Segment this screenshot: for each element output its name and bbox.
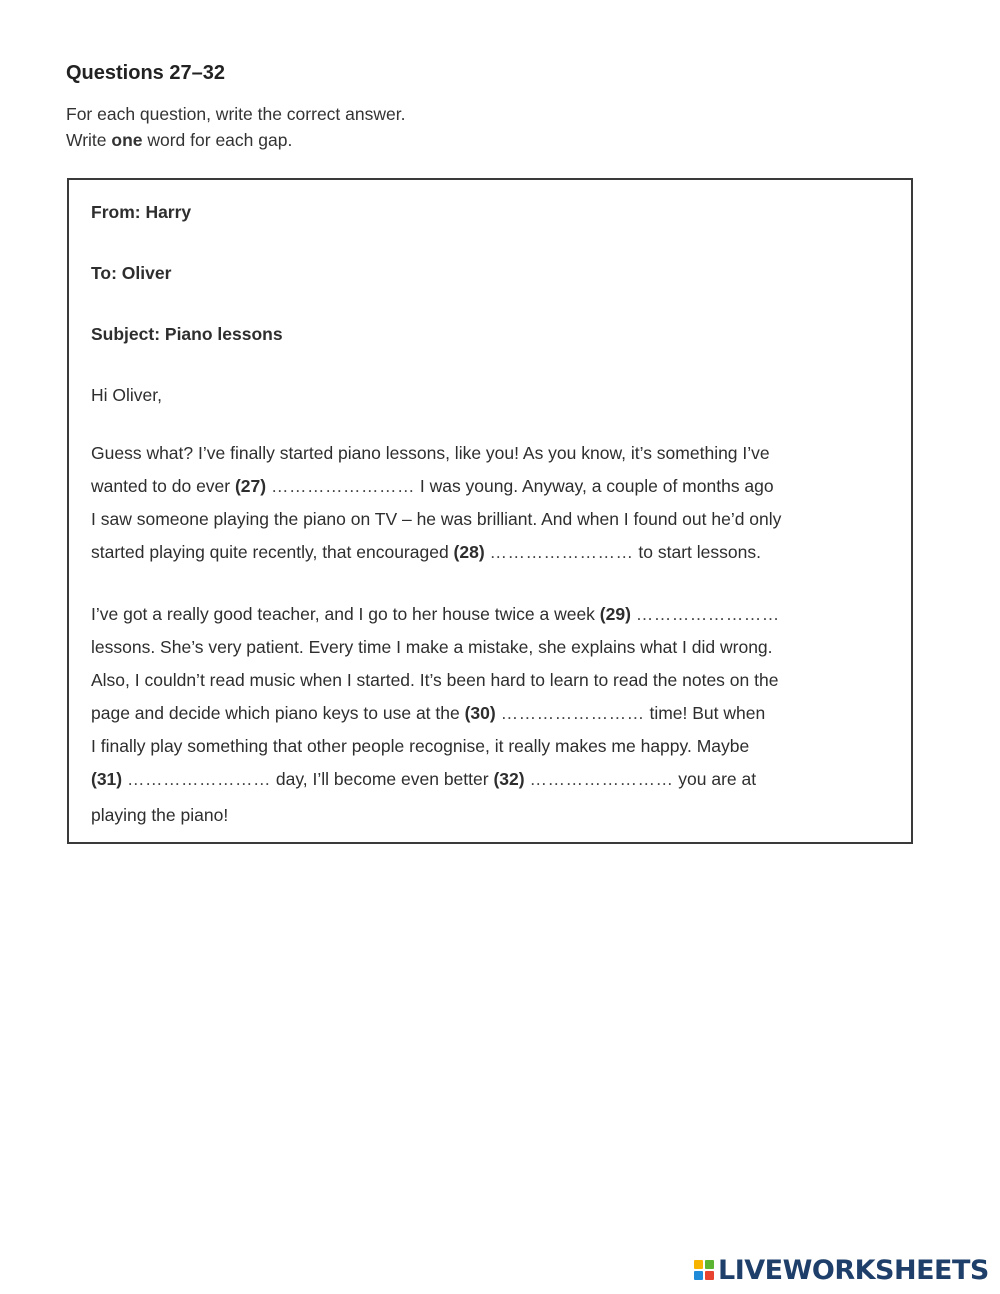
gap-32-blank[interactable]: …………………… [529,769,674,789]
logo-text: LIVEWORKSHEETS [718,1254,989,1286]
p1-line-1: Guess what? I’ve finally started piano lessons, like you! As you know, it’s something I’ve [91,443,770,463]
email-greeting: Hi Oliver, [91,385,162,405]
p1-line-2: wanted to do ever (27) …………………… I was young. Anyway, a couple of months ago [91,476,774,496]
instruction-line-2: Write one word for each gap. [66,130,293,150]
p2-line-6: (31) …………………… day, I’ll become even better (32) …………………… you are at [91,769,757,789]
logo-square [694,1260,703,1269]
gap-29-label: (29) [599,604,631,624]
liveworksheets-logo[interactable] [694,1254,989,1286]
gap-32-label: (32) [493,769,525,789]
questions-heading: Questions 27–32 [66,62,225,84]
gap-31-label: (31) [91,769,123,789]
logo-square [705,1260,714,1269]
email-to: To: Oliver [91,263,172,283]
gap-27-label: (27) [234,476,267,496]
p2-line-5: I finally play something that other people recognise, it really makes me happy. Maybe [91,736,750,756]
p2-line-4: page and decide which piano keys to use at the (30) …………………… time! But when [91,703,766,723]
p2-line-7: playing the piano! [91,805,229,825]
gap-31-blank[interactable]: …………………… [127,769,271,789]
gap-28-label: (28) [453,542,485,562]
instructions [66,101,405,153]
logo-mark-icon [694,1260,714,1280]
gap-28-blank[interactable]: …………………… [489,542,634,562]
logo-square [705,1271,714,1280]
email-subject: Subject: Piano lessons [91,324,283,344]
gap-30-label: (30) [464,703,496,723]
gap-27-blank[interactable]: …………………… [270,476,415,496]
p2-line-3: Also, I couldn’t read music when I started. It’s been hard to learn to read the notes on the [91,670,779,690]
email-from: From: Harry [91,202,192,222]
p1-line-3: I saw someone playing the piano on TV – he was brilliant. And when I found out he’d only [91,509,782,529]
logo-square [694,1271,703,1280]
instruction-line-1: For each question, write the correct answer. [66,104,406,124]
gap-30-blank[interactable]: …………………… [500,703,645,723]
gap-29-blank[interactable]: …………………… [635,604,780,624]
p1-line-4: started playing quite recently, that encouraged (28) …………………… to start lessons. [91,542,761,562]
p2-line-1: I’ve got a really good teacher, and I go to her house twice a week (29) …………………… [91,604,780,624]
p2-line-2: lessons. She’s very patient. Every time I make a mistake, she explains what I did wrong. [91,637,773,657]
